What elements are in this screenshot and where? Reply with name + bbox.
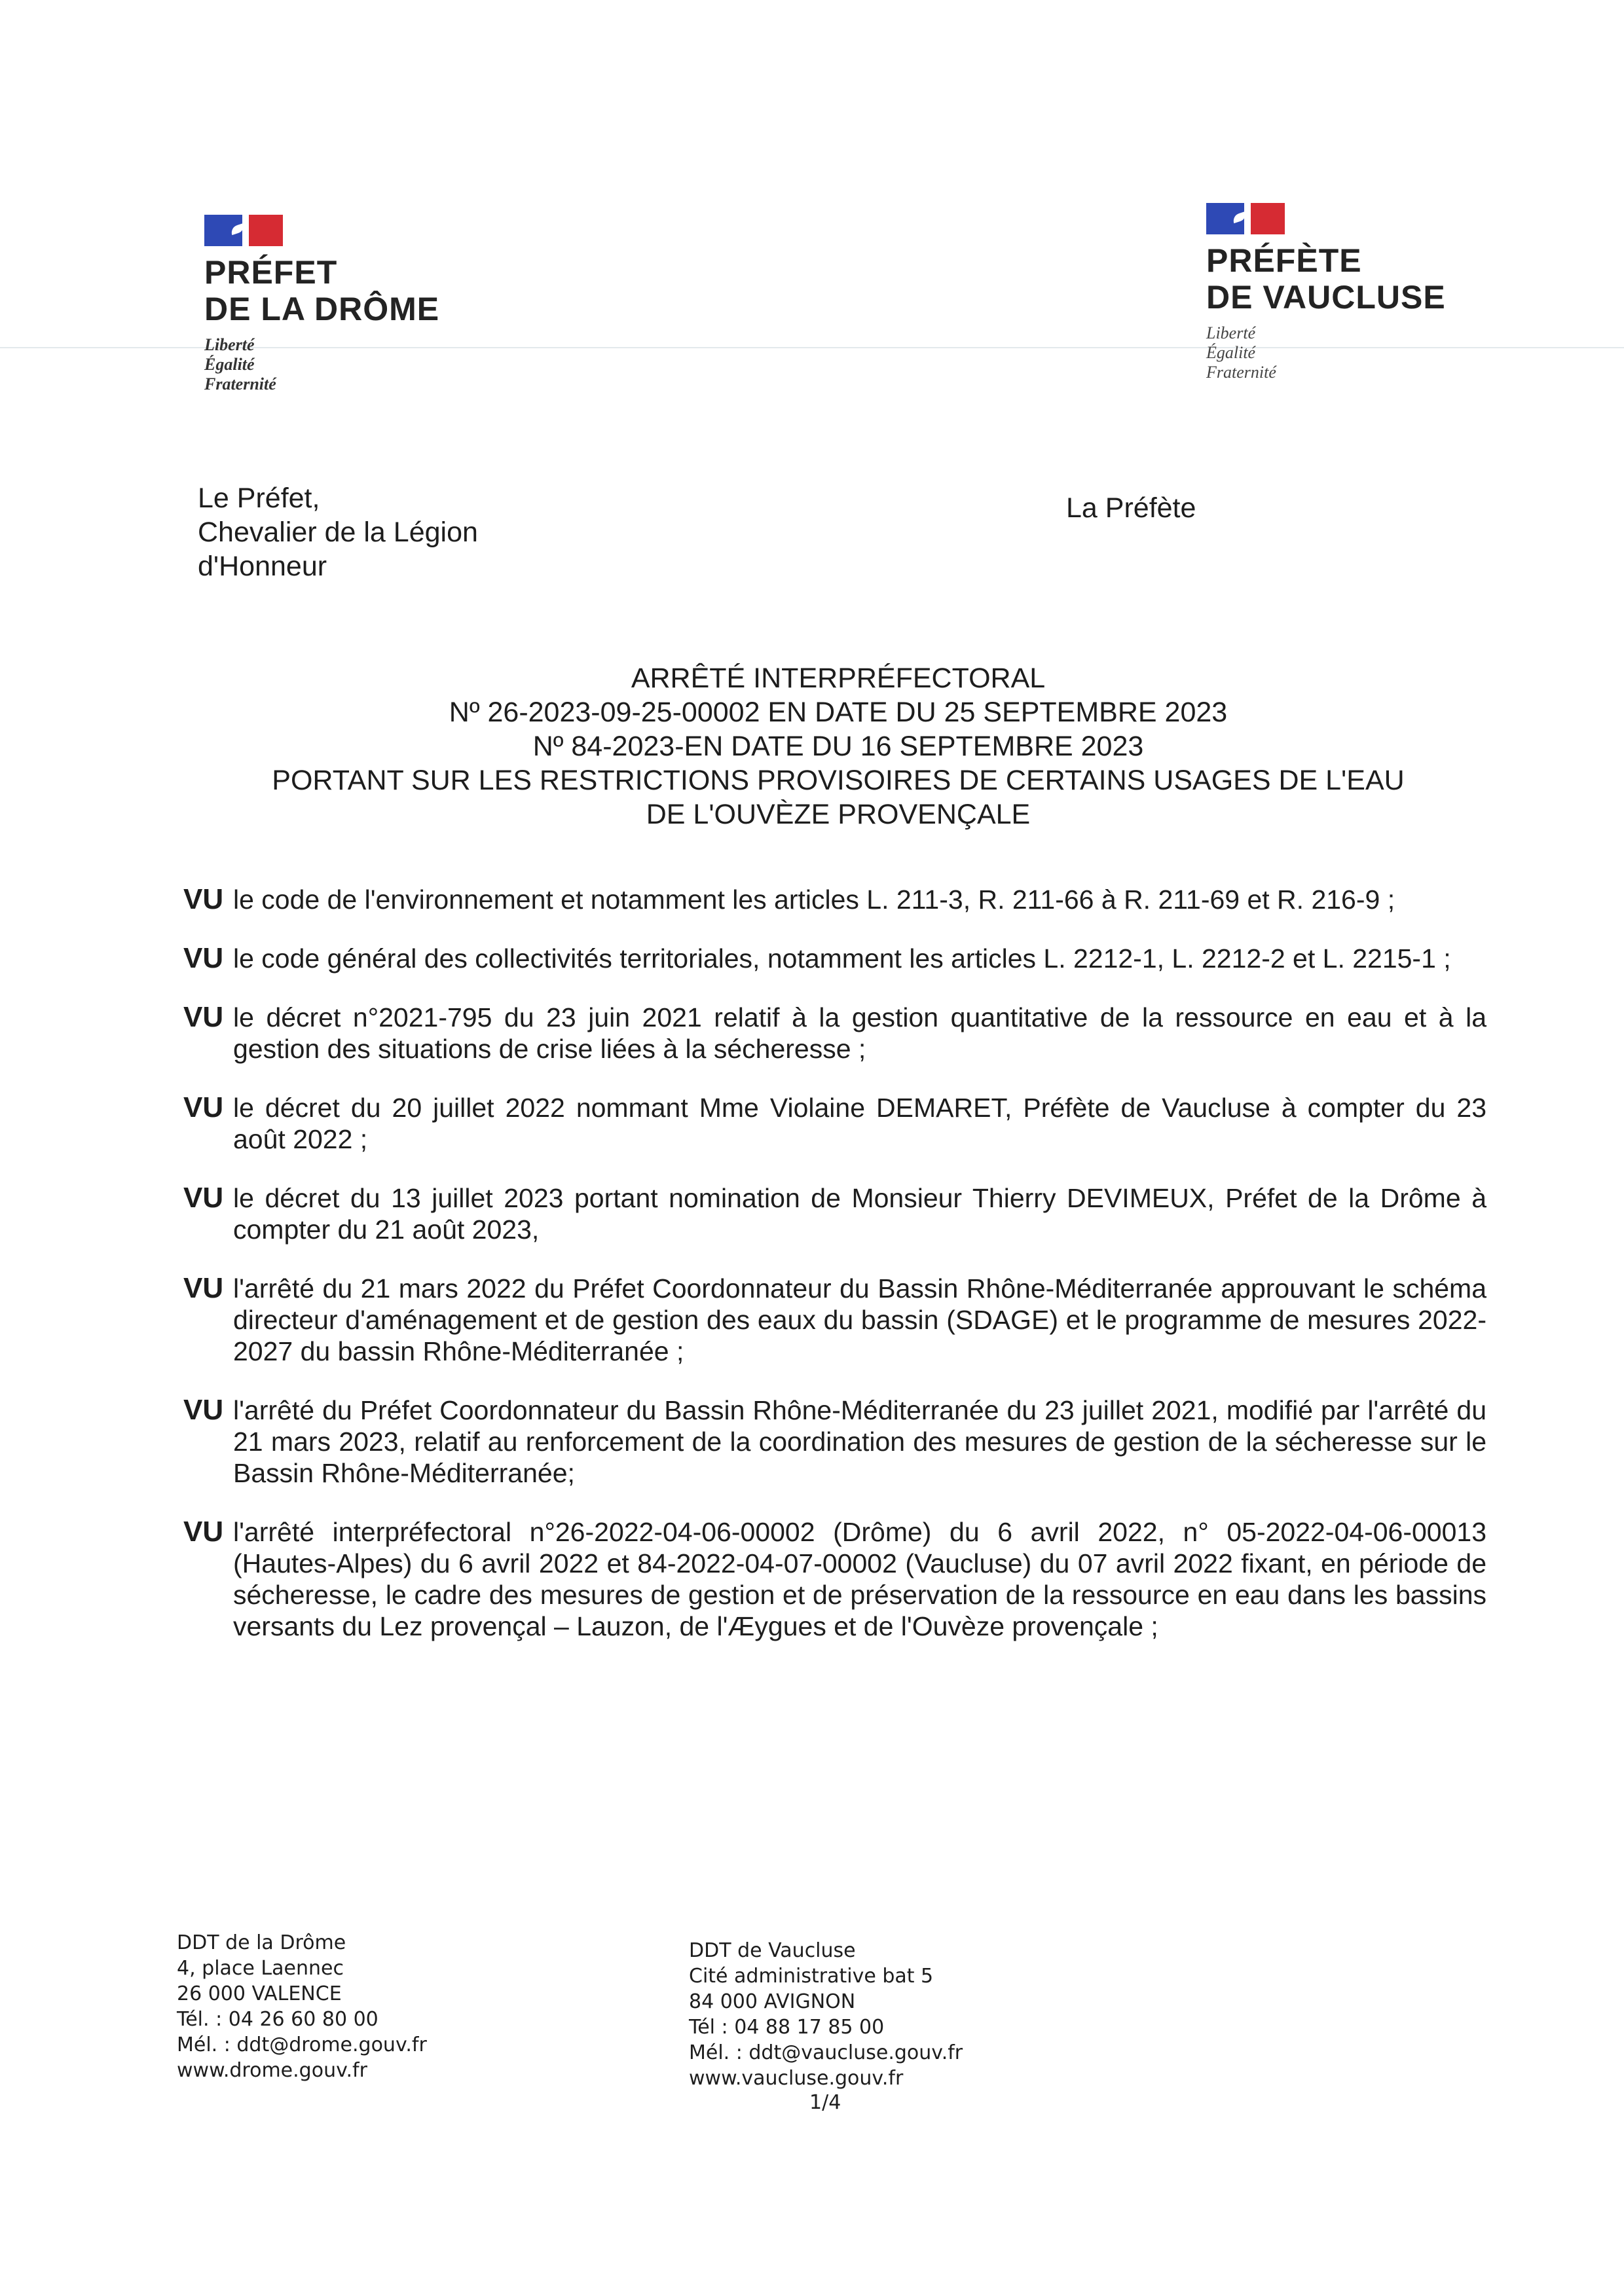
vu-keyword: VU: [183, 1516, 224, 1548]
footer-line: DDT de la Drôme: [177, 1931, 346, 1954]
signatory-line: Le Préfet,: [198, 483, 320, 514]
devise-egalite: Égalité: [204, 355, 255, 374]
visa-item: [183, 1273, 1486, 1367]
document-title: [249, 661, 1428, 831]
footer-email: Mél. : ddt@vaucluse.gouv.fr: [689, 2041, 963, 2064]
devise: [204, 335, 439, 394]
devise-egalite: Égalité: [1206, 343, 1256, 362]
title-line: DE L'OUVÈZE PROVENÇALE: [646, 799, 1031, 830]
vu-keyword: VU: [183, 1182, 224, 1214]
vu-keyword: VU: [183, 942, 224, 974]
footer-ddt-drome: [177, 1930, 427, 2083]
devise-fraternite: Fraternité: [1206, 363, 1276, 382]
visa-item: [183, 943, 1486, 974]
visa-item: [183, 884, 1486, 915]
page-number: 1/4: [809, 2091, 841, 2114]
vu-keyword: VU: [183, 1394, 224, 1426]
visa-text: le décret du 13 juillet 2023 portant nomination de Monsieur Thierry DEVIMEUX, Préfet de la Drôme à compter du 21 août 2023,: [233, 1183, 1486, 1245]
devise-fraternite: Fraternité: [204, 374, 276, 393]
title-line: Nº 26-2023-09-25-00002 EN DATE DU 25 SEPTEMBRE 2023: [449, 697, 1228, 728]
footer-line: Tél. : 04 26 60 80 00: [177, 2008, 378, 2031]
footer-line: Cité administrative bat 5: [689, 1965, 934, 1988]
visa-text: l'arrêté du 21 mars 2022 du Préfet Coordonnateur du Bassin Rhône-Méditerranée approuvant le schéma directeur d'aménagement et de gestion des eaux du bassin (SDAGE) et le programme de mesures 2022-2027 du bassin Rhône-Méditerranée ;: [233, 1273, 1486, 1366]
logo-name: [204, 254, 439, 327]
footer-line: DDT de Vaucluse: [689, 1939, 856, 1962]
vu-keyword: VU: [183, 1272, 224, 1304]
signatory-line: Chevalier de la Légion: [198, 517, 478, 548]
title-line: ARRÊTÉ INTERPRÉFECTORAL: [631, 663, 1046, 694]
signatory-left: [198, 481, 478, 583]
visa-item: [183, 1394, 1486, 1489]
footer-line: 4, place Laennec: [177, 1957, 344, 1980]
vu-keyword: VU: [183, 1091, 224, 1123]
logo-prefet-drome: [204, 215, 439, 394]
logo-name-line1: PRÉFÈTE: [1206, 242, 1362, 279]
signatory-line: La Préfète: [1066, 492, 1196, 524]
footer-website: www.drome.gouv.fr: [177, 2059, 367, 2082]
footer-line: 84 000 AVIGNON: [689, 1990, 856, 2013]
visa-text: le décret n°2021-795 du 23 juin 2021 relatif à la gestion quantitative de la ressource en eau et à la gestion des situations de crise liées à la sécheresse ;: [233, 1002, 1486, 1064]
devise: [1206, 323, 1446, 382]
visa-text: le décret du 20 juillet 2022 nommant Mme Violaine DEMARET, Préfète de Vaucluse à compter du 23 août 2022 ;: [233, 1093, 1486, 1154]
title-line: PORTANT SUR LES RESTRICTIONS PROVISOIRES DE CERTAINS USAGES DE L'EAU: [272, 765, 1405, 796]
footer-website: www.vaucluse.gouv.fr: [689, 2067, 904, 2090]
logo-name: [1206, 242, 1446, 316]
visas-list: [183, 884, 1486, 1669]
logo-name-line1: PRÉFET: [204, 254, 338, 291]
footer-email: Mél. : ddt@drome.gouv.fr: [177, 2033, 427, 2056]
visa-text: le code général des collectivités territoriales, notamment les articles L. 2212-1, L. 2212-2 et L. 2215-1 ;: [233, 943, 1451, 974]
footer-line: Tél : 04 88 17 85 00: [689, 2016, 885, 2039]
footer-line: 26 000 VALENCE: [177, 1982, 342, 2005]
visa-text: le code de l'environnement et notamment les articles L. 211-3, R. 211-66 à R. 211-69 et R. 216-9 ;: [233, 884, 1395, 915]
visa-item: [183, 1002, 1486, 1065]
visa-item: [183, 1516, 1486, 1642]
vu-keyword: VU: [183, 1001, 224, 1033]
title-line: Nº 84-2023-EN DATE DU 16 SEPTEMBRE 2023: [532, 731, 1144, 762]
logo-prefete-vaucluse: [1206, 203, 1446, 382]
vu-keyword: VU: [183, 883, 224, 915]
logo-name-line2: DE LA DRÔME: [204, 291, 440, 327]
logo-name-line2: DE VAUCLUSE: [1206, 279, 1446, 316]
signatory-right: [1066, 491, 1196, 525]
marianne-flag-icon: [204, 215, 439, 246]
marianne-flag-icon: [1206, 203, 1446, 234]
signatory-line: d'Honneur: [198, 551, 327, 582]
devise-liberte: Liberté: [1206, 323, 1256, 342]
visa-item: [183, 1182, 1486, 1245]
visa-text: l'arrêté du Préfet Coordonnateur du Bassin Rhône-Méditerranée du 23 juillet 2021, modifié par l'arrêté du 21 mars 2023, relatif au renforcement de la coordination des mesures de gestion de la sécheresse sur le Bassin Rhône-Méditerranée;: [233, 1395, 1486, 1488]
devise-liberte: Liberté: [204, 335, 255, 354]
visa-item: [183, 1092, 1486, 1155]
visa-text: l'arrêté interpréfectoral n°26-2022-04-06-00002 (Drôme) du 6 avril 2022, n° 05-2022-04-06-00013 (Hautes-Alpes) du 6 avril 2022 et 84-2022-04-07-00002 (Vaucluse) du 07 avril 2022 fixant, en période de sécheresse, le cadre des mesures de gestion et de préservation de la ressource en eau dans les bassins versants du Lez provençal – Lauzon, de l'Æygues et de l'Ouvèze provençale ;: [233, 1517, 1486, 1641]
footer-ddt-vaucluse: [689, 1938, 963, 2091]
